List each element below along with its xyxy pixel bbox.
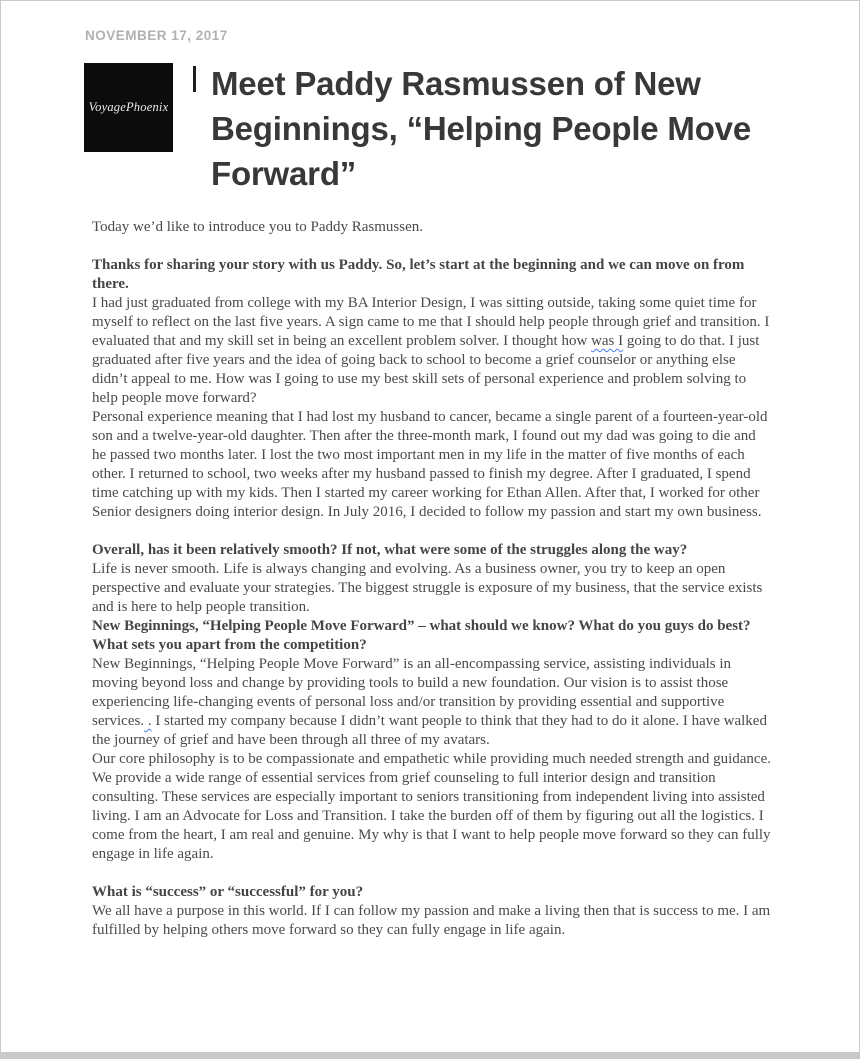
paragraph-text: Our core philosophy is to be compassionate and empathetic while providing much needed strength and guidance. We provide a wide range of essential services from grief counseling to full interior design and transition consulting. These services are especially important to seniors transitioning from independent living into assisted living. I am an Advocate for Loss and Transition. I take the burden off of them by figuring out all the logistics. I come from the heart, I am real and genuine. My why is that I want to help people move forward so they can fully engage in life again.	[92, 751, 771, 862]
paragraph-text: I had just graduated from college with my BA Interior Design, I was sitting outside, taking some quiet time for myself to reflect on the last five years. A sign came to me that I should help people through grief and transition. I evaluated that and my skill set in being an excellent problem solver. I thought how	[92, 295, 770, 349]
logo-text: VoyagePhoenix	[88, 100, 169, 114]
paragraph-text: going to do that. I just graduated after five years and the idea of going back to school to become a grief counselor or anything else didn’t appeal to me. How was I going to use my best skill sets of personal experience and problem solving to help people move forward?	[92, 333, 760, 406]
paragraph-spacer	[92, 864, 771, 883]
paragraph-spacer	[92, 522, 771, 541]
interview-question	[92, 256, 771, 294]
article-paragraph	[92, 902, 771, 940]
article-paragraph	[92, 655, 771, 750]
paragraph-spacer	[92, 237, 771, 256]
spellcheck-squiggle: .	[144, 713, 152, 729]
article-paragraph	[92, 560, 771, 617]
paragraph-text: Personal experience meaning that I had lost my husband to cancer, became a single parent of a fourteen-year-old son and a twelve-year-old daughter. Then after the three-month mark, I found out my dad was going to die and he passed two months later. I lost the two most important men in my life in the matter of five months of each other. I returned to school, two weeks after my husband passed to finish my degree. After I graduated, I spend time catching up with my kids. Then I started my career working for Ethan Allen. After that, I worked for other Senior designers doing interior design. In July 2016, I decided to follow my passion and start my own business.	[92, 409, 768, 520]
paragraph-text: What is “success” or “successful” for you?	[92, 884, 364, 900]
paragraph-text: New Beginnings, “Helping People Move Forward” is an all-encompassing service, assisting individuals in moving beyond loss and change by providing tools to build a new foundation. Our vision is to assist those experiencing life-changing events of personal loss and/or transition by providing essential and supportive services.	[92, 656, 732, 729]
paragraph-text: Today we’d like to introduce you to Paddy Rasmussen.	[92, 219, 423, 235]
article-body	[92, 218, 771, 940]
window-bottom-edge	[1, 1052, 859, 1059]
paragraph-text: New Beginnings, “Helping People Move Forward” – what should we know? What do you guys do best? What sets you apart from the competition?	[92, 618, 751, 653]
paragraph-text: I started my company because I didn’t want people to think that they had to do it alone. I have walked the journey of grief and have been through all three of my avatars.	[92, 713, 767, 748]
article-title: Meet Paddy Rasmussen of New Beginnings, “Helping People Move Forward”	[211, 65, 751, 192]
headline-accent-bar	[193, 66, 196, 92]
paragraph-text: Overall, has it been relatively smooth? If not, what were some of the struggles along the way?	[92, 542, 688, 558]
post-date: NOVEMBER 17, 2017	[85, 28, 228, 43]
article-paragraph	[92, 218, 771, 237]
spellcheck-squiggle: was I	[591, 333, 624, 349]
interview-question	[92, 541, 771, 560]
article-paragraph	[92, 294, 771, 408]
article-paragraph	[92, 408, 771, 522]
voyagephoenix-logo[interactable]	[84, 63, 173, 152]
paragraph-text: Thanks for sharing your story with us Paddy. So, let’s start at the beginning and we can move on from there.	[92, 257, 745, 292]
paragraph-text: We all have a purpose in this world. If I can follow my passion and make a living then that is success to me. I am fulfilled by helping others move forward so they can fully engage in life again.	[92, 903, 771, 938]
article-paragraph	[92, 750, 771, 864]
paragraph-text: Life is never smooth. Life is always changing and evolving. As a business owner, you try to keep an open perspective and evaluate your strategies. The biggest struggle is exposure of my business, that the service exists and is here to help people transition.	[92, 561, 763, 615]
interview-question	[92, 883, 771, 902]
interview-question	[92, 617, 771, 655]
